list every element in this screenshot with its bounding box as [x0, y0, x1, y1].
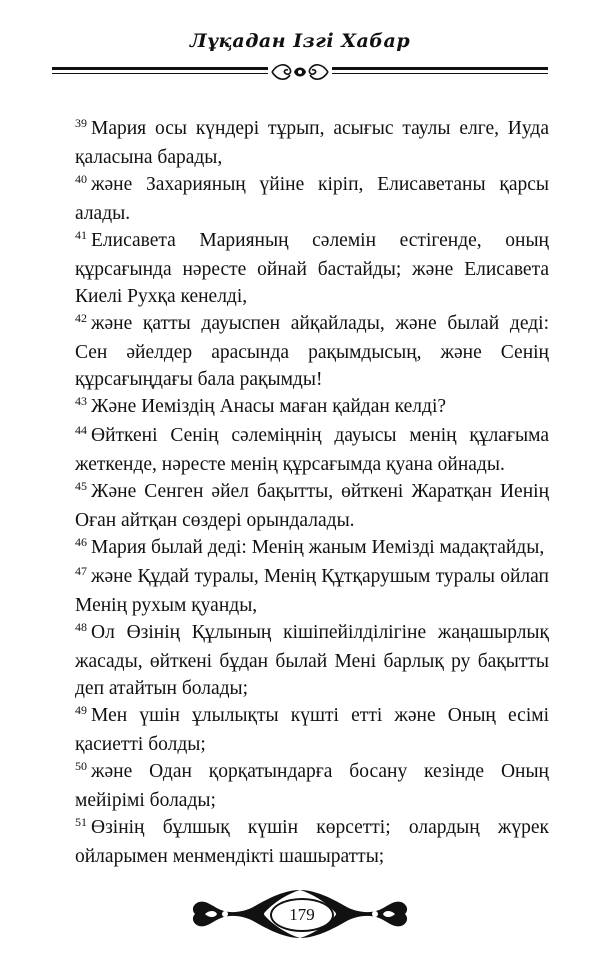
- verse-text: және Құдай туралы, Менің Құтқарушым туралы ойлап Менің рухым қуанды,: [75, 566, 549, 616]
- verse-number: 41: [75, 228, 87, 242]
- verse-number: 42: [75, 311, 87, 325]
- verse-list: [75, 115, 549, 870]
- verse-41: [75, 227, 549, 310]
- verse-number: 51: [75, 815, 87, 829]
- verse-39: [75, 115, 549, 171]
- verse-text: Өзінің бұлшық күшін көрсетті; олардың жүрек ойларымен менмендікті шашыратты;: [75, 817, 549, 867]
- verse-50: [75, 758, 549, 814]
- verse-44: [75, 422, 549, 478]
- verse-51: [75, 814, 549, 870]
- running-header: Лұқадан Ізгі Хабар: [189, 30, 411, 52]
- verse-number: 49: [75, 703, 87, 717]
- verse-number: 47: [75, 564, 87, 578]
- verse-text: Мария осы күндері тұрып, асығыс таулы елге, Иуда қаласына барады,: [75, 118, 549, 168]
- verse-43: [75, 393, 549, 422]
- verse-number: 46: [75, 535, 87, 549]
- verse-48: [75, 619, 549, 702]
- verse-number: 48: [75, 620, 87, 634]
- verse-number: 50: [75, 759, 87, 773]
- verse-47: [75, 563, 549, 619]
- verse-text: және Одан қорқатындарға босану кезінде Оның мейірімі болады;: [75, 761, 549, 811]
- verse-text: Және Сенген әйел бақытты, өйткені Жаратқан Иенің Оған айтқан сөздері орындалады.: [75, 481, 549, 531]
- verse-49: [75, 702, 549, 758]
- verse-40: [75, 171, 549, 227]
- header-ornament-icon: [268, 61, 332, 83]
- verse-number: 39: [75, 116, 87, 130]
- verse-42: [75, 310, 549, 393]
- verse-45: [75, 478, 549, 534]
- verse-number: 44: [75, 423, 87, 437]
- verse-text: Мен үшін ұлылықты күшті етті және Оның есімі қасиетті болды;: [75, 705, 549, 755]
- verse-text: Мария былай деді: Менің жаным Иемізді мадақтайды,: [91, 537, 545, 558]
- verse-number: 43: [75, 394, 87, 408]
- verse-text: және қатты дауыспен айқайлады, және былай деді: Сен әйелдер арасында рақымдысың, және Сенің құрсағыңдағы бала рақымды!: [75, 313, 549, 390]
- verse-text: Және Иемiздiң Анасы маған қайдан келді?: [91, 396, 447, 417]
- verse-text: Өйткені Сенің сәлеміңнің дауысы менің құлағыма жеткенде, нәресте менің құрсағымда қуана ойнады.: [75, 425, 549, 475]
- verse-text: Елисавета Марияның сәлемін естігенде, оның құрсағында нәресте ойнай бастайды; және Елисавета Киелі Рухқа кенелді,: [75, 230, 549, 307]
- page-number: 179: [270, 898, 334, 932]
- verse-number: 40: [75, 172, 87, 186]
- verse-text: Ол Өзінің Құлының кішіпейілділігіне жаңашырлық жасады, өйткені бұдан былай Мені барлық ру бақытты деп атайтын болады;: [75, 622, 549, 699]
- verse-number: 45: [75, 479, 87, 493]
- verse-text: және Захарияның үйіне кіріп, Елисаветаны қарсы алады.: [75, 174, 549, 224]
- verse-46: [75, 534, 549, 563]
